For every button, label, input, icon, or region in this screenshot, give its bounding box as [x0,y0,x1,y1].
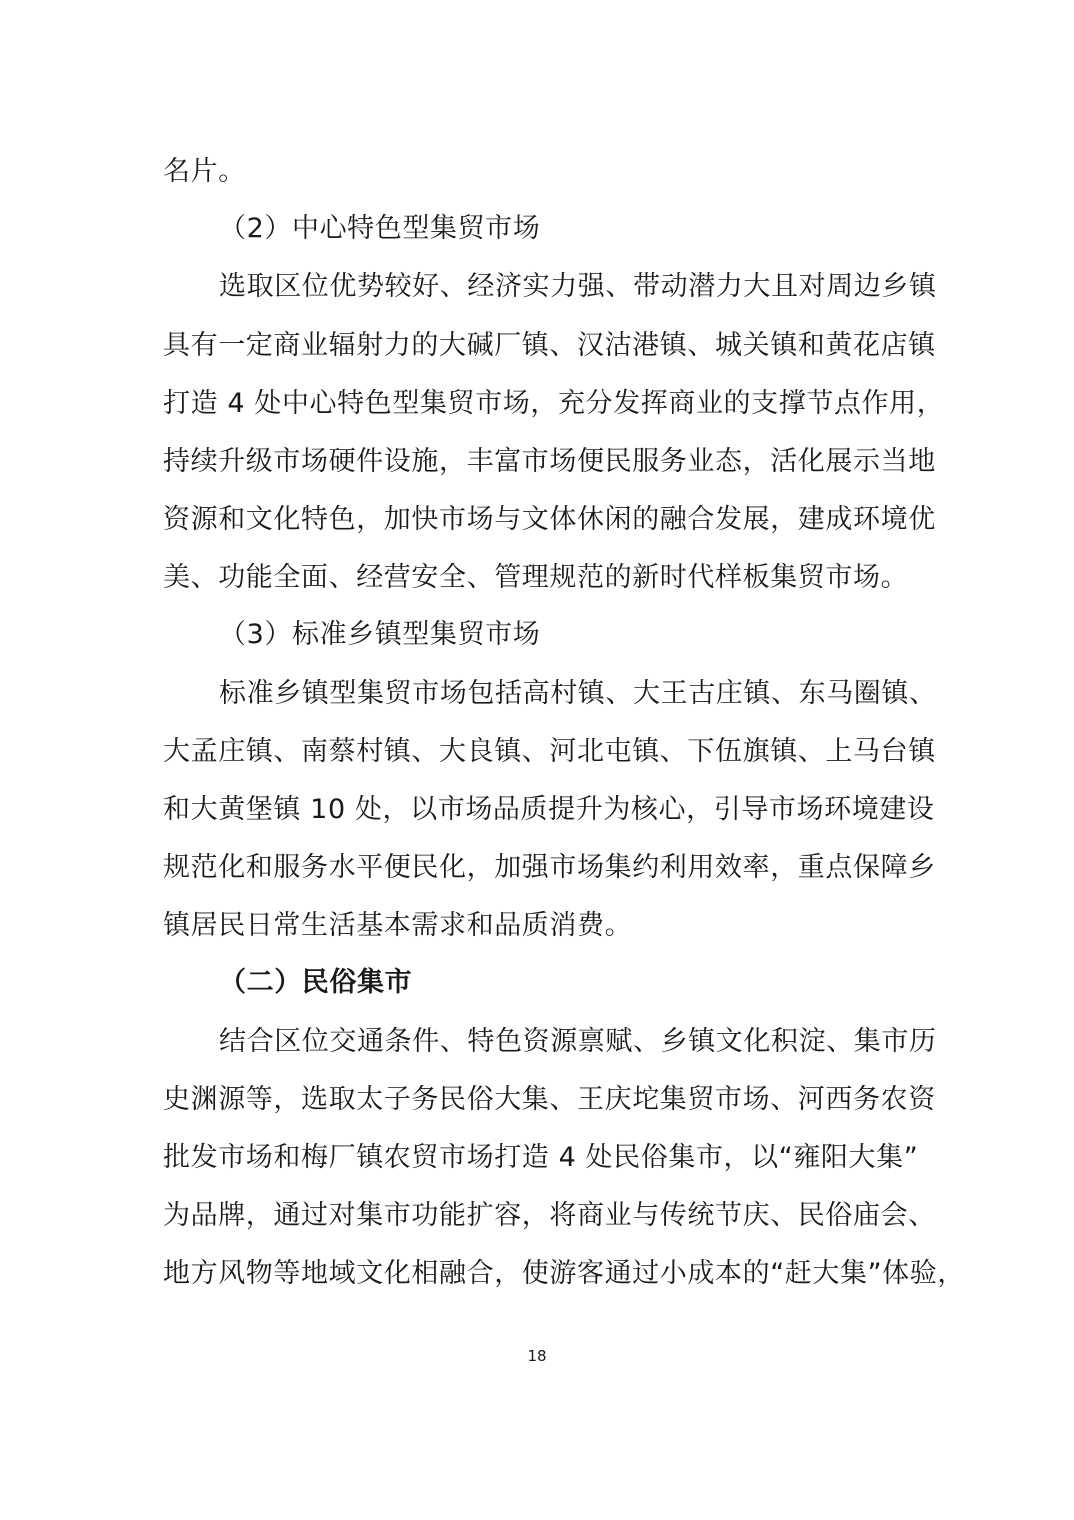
paragraph-line: 镇居民日常生活基本需求和品质消费。 [163,910,633,941]
paragraph-line: 为品牌，通过对集市功能扩容，将商业与传统节庆、民俗庙会、 [163,1200,936,1231]
paragraph-line: 规范化和服务水平便民化，加强市场集约利用效率，重点保障乡 [163,852,936,883]
paragraph-line: 和大黄堡镇 10 处，以市场品质提升为核心，引导市场环境建设 [163,794,935,825]
paragraph-line: 资源和文化特色，加快市场与文体休闲的融合发展，建成环境优 [163,504,936,535]
paragraph-line: 批发市场和梅厂镇农贸市场打造 4 处民俗集市，以“雍阳大集” [163,1142,919,1173]
paragraph-line: 持续升级市场硬件设施，丰富市场便民服务业态，活化展示当地 [163,446,936,477]
paragraph-line: 地方风物等地域文化相融合，使游客通过小成本的“赶大集”体验， [163,1258,965,1289]
section-heading-folk-market: （二）民俗集市 [219,967,413,998]
paragraph-line: 打造 4 处中心特色型集贸市场，充分发挥商业的支撑节点作用， [163,388,945,419]
page-number: 18 [527,1347,547,1365]
paragraph-line: 结合区位交通条件、特色资源禀赋、乡镇文化积淀、集市历 [219,1026,937,1057]
paragraph-continuation-line: 名片。 [163,156,246,187]
paragraph-line: 史渊源等，选取太子务民俗大集、王庆坨集贸市场、河西务农资 [163,1084,936,1115]
paragraph-line: 大孟庄镇、南蔡村镇、大良镇、河北屯镇、下伍旗镇、上马台镇 [163,736,936,767]
subsection-heading-standard-town-market: （3）标准乡镇型集贸市场 [219,619,541,650]
paragraph-line: 选取区位优势较好、经济实力强、带动潜力大且对周边乡镇 [219,271,937,302]
paragraph-line: 具有一定商业辐射力的大碱厂镇、汉沽港镇、城关镇和黄花店镇 [163,330,936,361]
paragraph-line: 美、功能全面、经营安全、管理规范的新时代样板集贸市场。 [163,562,909,593]
paragraph-line: 标准乡镇型集贸市场包括高村镇、大王古庄镇、东马圈镇、 [219,678,937,709]
subsection-heading-center-featured-market: （2）中心特色型集贸市场 [219,213,541,244]
